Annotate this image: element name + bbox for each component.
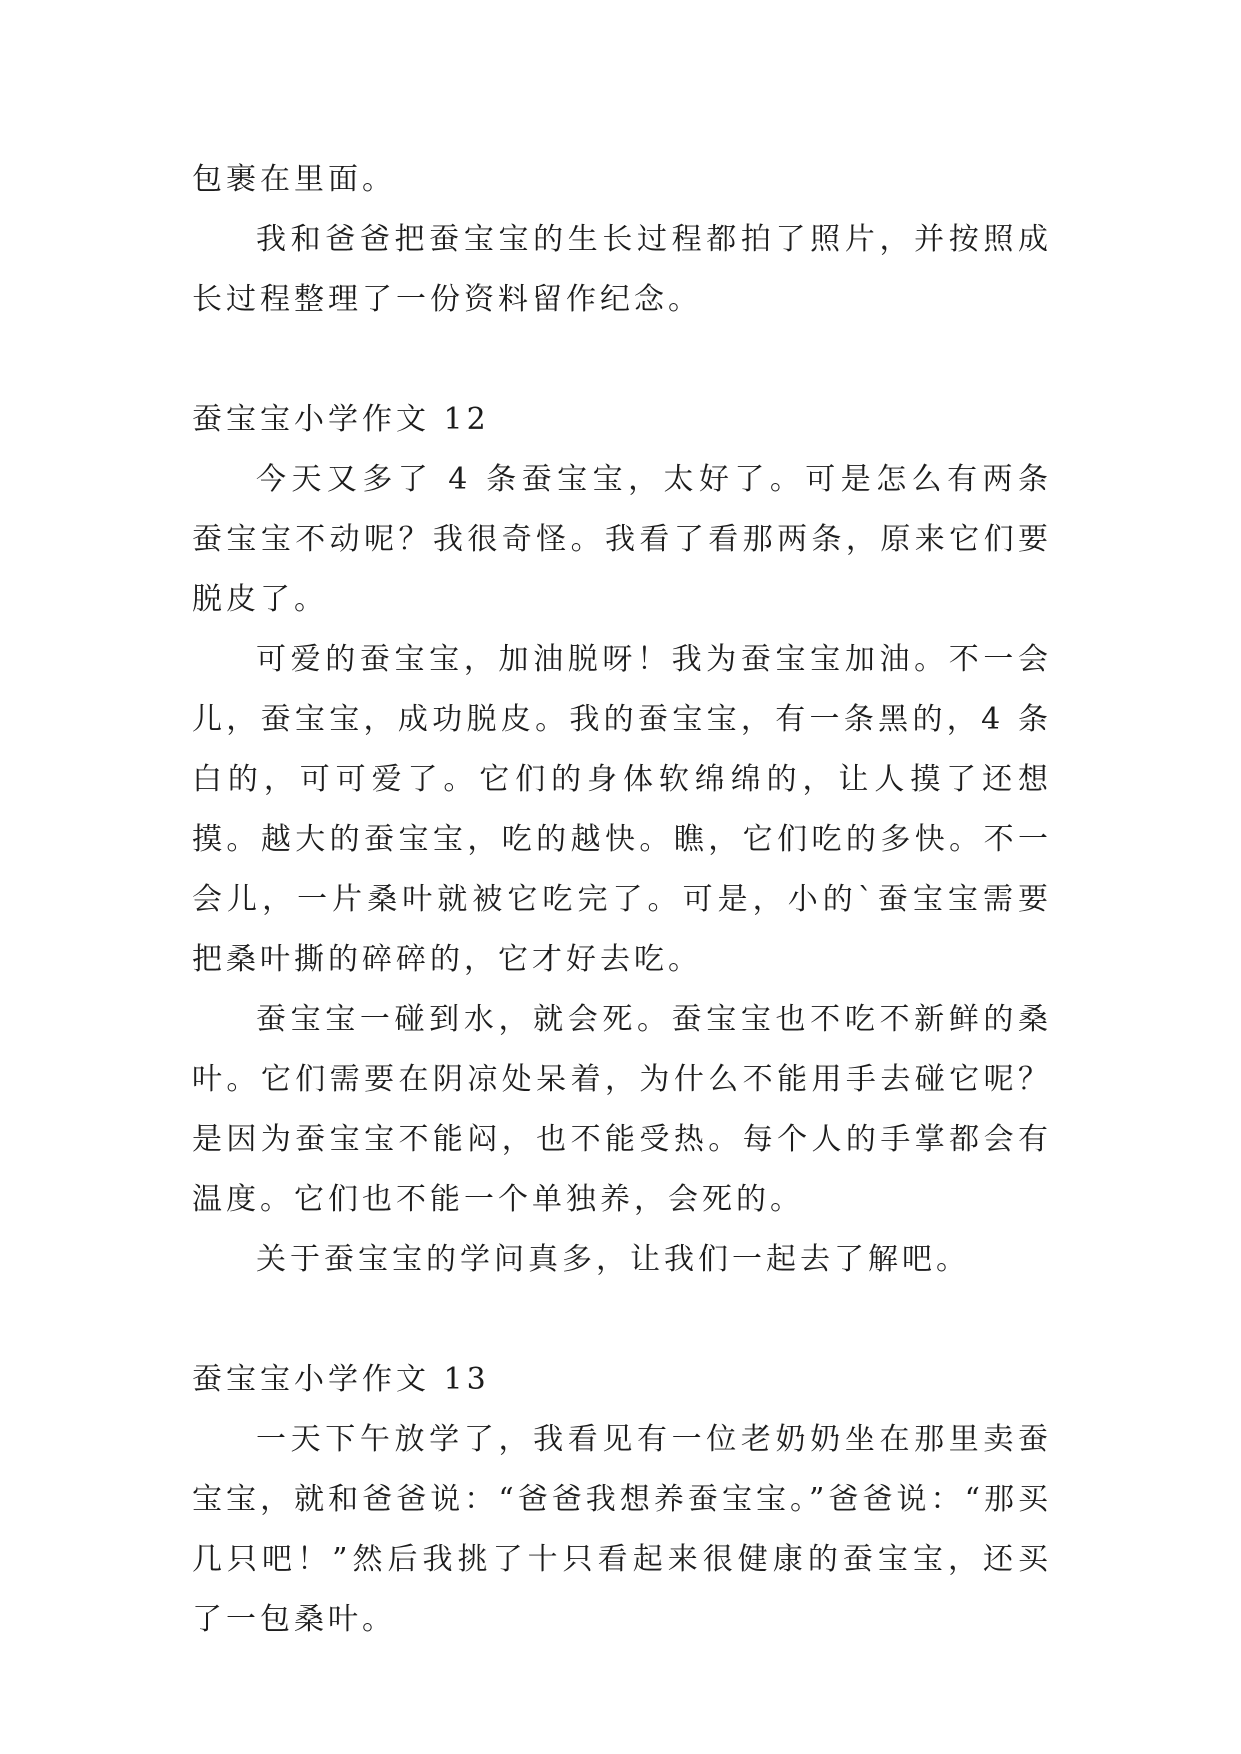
paragraph: 蚕宝宝一碰到水，就会死。蚕宝宝也不吃不新鲜的桑叶。它们需要在阴凉处呆着，为什么不能用手去碰它呢？是因为蚕宝宝不能闷，也不能受热。每个人的手掌都会有温度。它们也不能一个单独养，会死的。 — [192, 1002, 1052, 1217]
paragraph: 一天下午放学了，我看见有一位老奶奶坐在那里卖蚕宝宝，就和爸爸说：“爸爸我想养蚕宝宝。”爸爸说：“那买几只吧！”然后我挑了十只看起来很健康的蚕宝宝，还买了一包桑叶。 — [192, 1422, 1052, 1637]
paragraph: 我和爸爸把蚕宝宝的生长过程都拍了照片，并按照成长过程整理了一份资料留作纪念。 — [192, 222, 1052, 317]
section-gap — [192, 330, 1052, 390]
section-gap — [192, 1290, 1052, 1350]
section-heading: 蚕宝宝小学作文 12 — [192, 402, 490, 437]
paragraph: 可爱的蚕宝宝，加油脱呀！我为蚕宝宝加油。不一会儿，蚕宝宝，成功脱皮。我的蚕宝宝，有一条黑的，4 条白的，可可爱了。它们的身体软绵绵的，让人摸了还想摸。越大的蚕宝宝，吃的越快。瞧，它们吃的多快。不一会儿，一片桑叶就被它吃完了。可是，小的`蚕宝宝需要把桑叶撕的碎碎的，它才好去吃。 — [192, 642, 1052, 977]
paragraph: 关于蚕宝宝的学问真多，让我们一起去了解吧。 — [256, 1242, 970, 1277]
section-heading: 蚕宝宝小学作文 13 — [192, 1362, 490, 1397]
document-body — [192, 150, 1052, 1650]
paragraph: 今天又多了 4 条蚕宝宝，太好了。可是怎么有两条蚕宝宝不动呢？我很奇怪。我看了看那两条，原来它们要脱皮了。 — [192, 462, 1052, 617]
paragraph: 包裹在里面。 — [192, 162, 396, 197]
